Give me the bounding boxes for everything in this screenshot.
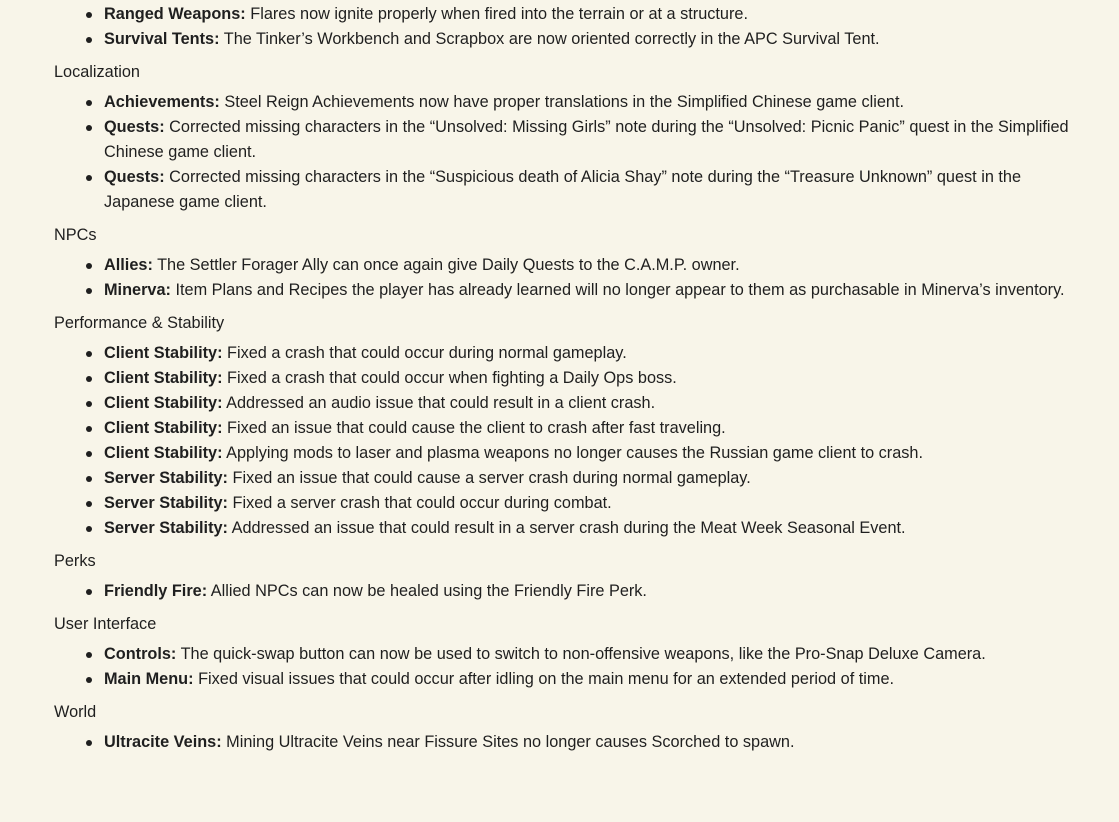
item-list xyxy=(54,253,1094,303)
item-label: Client Stability: xyxy=(104,444,223,462)
list-item xyxy=(54,491,1094,516)
list-item xyxy=(54,416,1094,441)
bullet-icon xyxy=(86,652,92,658)
item-list xyxy=(54,2,1094,52)
item-text: Fixed visual issues that could occur after idling on the main menu for an extended period of time. xyxy=(193,670,895,688)
bullet-icon xyxy=(86,451,92,457)
list-item xyxy=(54,466,1094,491)
item-label: Client Stability: xyxy=(104,394,223,412)
item-list xyxy=(54,579,1094,604)
item-label: Server Stability: xyxy=(104,494,228,512)
item-label: Quests: xyxy=(104,118,165,136)
section-world xyxy=(54,701,1094,755)
bullet-icon xyxy=(86,175,92,181)
bullet-icon xyxy=(86,501,92,507)
item-text: Corrected missing characters in the “Suspicious death of Alicia Shay” note during the “Treasure Unknown” quest in the Japanese game client. xyxy=(104,168,1022,211)
patch-notes-document xyxy=(54,2,1094,764)
section-heading: Localization xyxy=(54,63,140,81)
item-text: Addressed an issue that could result in a server crash during the Meat Week Seasonal Event. xyxy=(227,519,906,537)
item-text: Fixed a crash that could occur when fighting a Daily Ops boss. xyxy=(222,369,677,387)
item-text: Flares now ignite properly when fired into the terrain or at a structure. xyxy=(245,5,748,23)
section-heading: NPCs xyxy=(54,226,97,244)
list-item xyxy=(54,253,1094,278)
section-heading: World xyxy=(54,703,97,721)
item-label: Survival Tents: xyxy=(104,30,220,48)
list-item xyxy=(54,642,1094,667)
list-item xyxy=(54,730,1094,755)
bullet-icon xyxy=(86,351,92,357)
item-label: Main Menu: xyxy=(104,670,194,688)
bullet-icon xyxy=(86,125,92,131)
item-text: Item Plans and Recipes the player has already learned will no longer appear to them as purchasable in Minerva’s inventory. xyxy=(170,281,1065,299)
item-label: Ultracite Veins: xyxy=(104,733,222,751)
item-text: Corrected missing characters in the “Unsolved: Missing Girls” note during the “Unsolved: Picnic Panic” quest in the Simplified Chinese game client. xyxy=(104,118,1069,161)
item-label: Client Stability: xyxy=(104,344,223,362)
bullet-icon xyxy=(86,12,92,18)
bullet-icon xyxy=(86,288,92,294)
item-label: Friendly Fire: xyxy=(104,582,208,600)
section-continued xyxy=(54,2,1094,52)
item-list xyxy=(54,90,1094,215)
section-heading: User Interface xyxy=(54,615,157,633)
item-text: The Tinker’s Workbench and Scrapbox are now oriented correctly in the APC Survival Tent. xyxy=(219,30,880,48)
item-list xyxy=(54,730,1094,755)
item-text: Addressed an audio issue that could result in a client crash. xyxy=(222,394,656,412)
bullet-icon xyxy=(86,426,92,432)
list-item xyxy=(54,579,1094,604)
item-text: Steel Reign Achievements now have proper translations in the Simplified Chinese game client. xyxy=(219,93,905,111)
section-performance-stability xyxy=(54,312,1094,541)
list-item xyxy=(54,165,1094,215)
section-npcs xyxy=(54,224,1094,303)
item-list xyxy=(54,341,1094,541)
item-text: Fixed a server crash that could occur during combat. xyxy=(227,494,612,512)
item-label: Server Stability: xyxy=(104,469,228,487)
item-text: Fixed a crash that could occur during normal gameplay. xyxy=(222,344,627,362)
section-localization xyxy=(54,61,1094,215)
item-text: Mining Ultracite Veins near Fissure Sites no longer causes Scorched to spawn. xyxy=(221,733,795,751)
list-item xyxy=(54,441,1094,466)
item-text: The Settler Forager Ally can once again give Daily Quests to the C.A.M.P. owner. xyxy=(152,256,740,274)
bullet-icon xyxy=(86,376,92,382)
list-item xyxy=(54,516,1094,541)
item-text: Applying mods to laser and plasma weapons no longer causes the Russian game client to crash. xyxy=(222,444,924,462)
item-text: Allied NPCs can now be healed using the Friendly Fire Perk. xyxy=(207,582,647,600)
section-perks xyxy=(54,550,1094,604)
bullet-icon xyxy=(86,589,92,595)
item-label: Minerva: xyxy=(104,281,171,299)
item-label: Quests: xyxy=(104,168,165,186)
section-user-interface xyxy=(54,613,1094,692)
list-item xyxy=(54,667,1094,692)
bullet-icon xyxy=(86,476,92,482)
item-label: Achievements: xyxy=(104,93,220,111)
item-text: Fixed an issue that could cause a server crash during normal gameplay. xyxy=(227,469,751,487)
bullet-icon xyxy=(86,677,92,683)
list-item xyxy=(54,115,1094,165)
item-label: Client Stability: xyxy=(104,369,223,387)
section-heading: Perks xyxy=(54,552,96,570)
list-item xyxy=(54,391,1094,416)
bullet-icon xyxy=(86,740,92,746)
bullet-icon xyxy=(86,100,92,106)
list-item xyxy=(54,90,1094,115)
item-list xyxy=(54,642,1094,692)
list-item xyxy=(54,2,1094,27)
item-text: Fixed an issue that could cause the client to crash after fast traveling. xyxy=(222,419,726,437)
list-item xyxy=(54,278,1094,303)
bullet-icon xyxy=(86,37,92,43)
item-label: Server Stability: xyxy=(104,519,228,537)
section-heading: Performance & Stability xyxy=(54,314,225,332)
item-label: Client Stability: xyxy=(104,419,223,437)
bullet-icon xyxy=(86,263,92,269)
list-item xyxy=(54,27,1094,52)
item-label: Controls: xyxy=(104,645,177,663)
bullet-icon xyxy=(86,526,92,532)
item-text: The quick-swap button can now be used to switch to non-offensive weapons, like the Pro-Snap Deluxe Camera. xyxy=(176,645,986,663)
bullet-icon xyxy=(86,401,92,407)
item-label: Ranged Weapons: xyxy=(104,5,246,23)
list-item xyxy=(54,366,1094,391)
item-label: Allies: xyxy=(104,256,153,274)
list-item xyxy=(54,341,1094,366)
